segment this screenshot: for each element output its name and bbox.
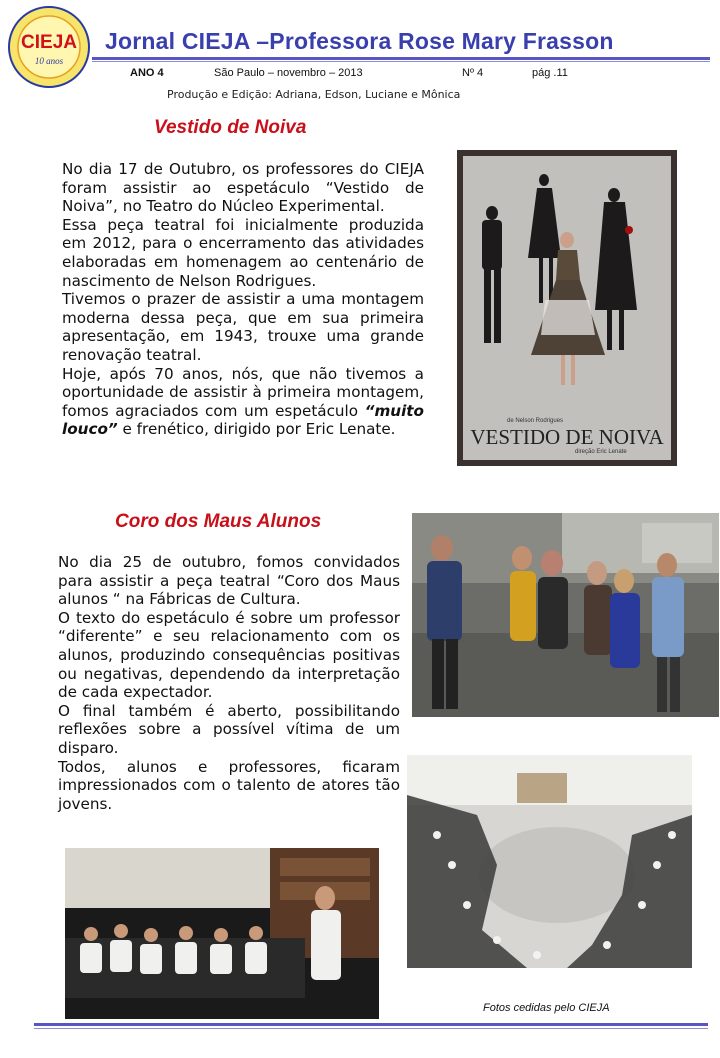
issue-year: ANO 4 [130, 67, 164, 79]
paragraph: Essa peça teatral foi inicialmente produzida em 2012, para o encerramento das atividades elaboradas em homenagem ao centenário de nascimento de Nelson Rodrigues. [62, 215, 424, 290]
quote-open: “ [364, 401, 375, 420]
paragraph: No dia 17 de Outubro, os professores do CIEJA foram assistir ao espetáculo “Vestido de Noiva”, no Teatro do Núcleo Experimental. [62, 160, 424, 216]
article-title-coro: Coro dos Maus Alunos [115, 511, 322, 532]
logo-subtext: 10 anos [34, 56, 64, 66]
article-body-vestido [62, 160, 424, 439]
paragraph: O texto do espetáculo é sobre um professor “diferente” e seu relacionamento com os alunos, produzindo consequências positivas ou negativas, dependendo da interpretação de cada expectador. [58, 608, 400, 702]
paragraph-text: Hoje, após 70 anos, nós, que não tivemos a oportunidade de assistir à primeira montagem, fomos agraciados com um espetáculo [62, 364, 424, 420]
footer-rule-thin [34, 1028, 708, 1029]
students-seated-photo [65, 848, 379, 1019]
cieja-logo [6, 4, 92, 90]
newspaper-title: Jornal CIEJA –Professora Rose Mary Frasson [105, 28, 614, 54]
header-rule-thin [92, 61, 710, 62]
poster-photo [457, 150, 677, 466]
issue-number: Nº 4 [462, 67, 484, 79]
poster-title: VESTIDO DE NOIVA [470, 425, 664, 449]
photo-credit: Fotos cedidas pelo CIEJA [483, 1002, 610, 1014]
issue-city-date: São Paulo – novembro – 2013 [214, 67, 363, 79]
poster-author: de Nelson Rodrigues [507, 418, 564, 424]
paragraph-text: e frenético, dirigido por Eric Lenate. [117, 420, 396, 439]
article-title-vestido: Vestido de Noiva [154, 117, 307, 138]
header-rule [92, 57, 710, 60]
paragraph [62, 365, 424, 439]
production-credits: Produção e Edição: Adriana, Edson, Luciane e Mônica [167, 88, 461, 101]
poster-director: direção Eric Lenate [575, 449, 627, 455]
logo-text: CIEJA [21, 32, 77, 53]
paragraph: O final também é aberto, possibilitando reflexões sobre a possível vítima de um disparo. [58, 701, 400, 757]
quote-close: ” [107, 420, 118, 439]
group-outdoor-photo [412, 513, 719, 717]
paragraph: Todos, alunos e professores, ficaram impressionados com o talento de atores tão jovens. [58, 757, 400, 813]
article-body-coro [58, 553, 400, 813]
emphasis-text: muito louco [62, 401, 424, 439]
paragraph: Tivemos o prazer de assistir a uma montagem moderna dessa peça, que em sua primeira apresentação, em 1943, trouxe uma grande renovação teatral. [62, 290, 424, 364]
page-number: pág .11 [532, 67, 568, 79]
paragraph: No dia 25 de outubro, fomos convidados para assistir a peça teatral “Coro dos Maus alunos “ na Fábricas de Cultura. [58, 553, 400, 609]
footer-rule [34, 1023, 708, 1026]
audience-circle-photo [407, 755, 692, 968]
